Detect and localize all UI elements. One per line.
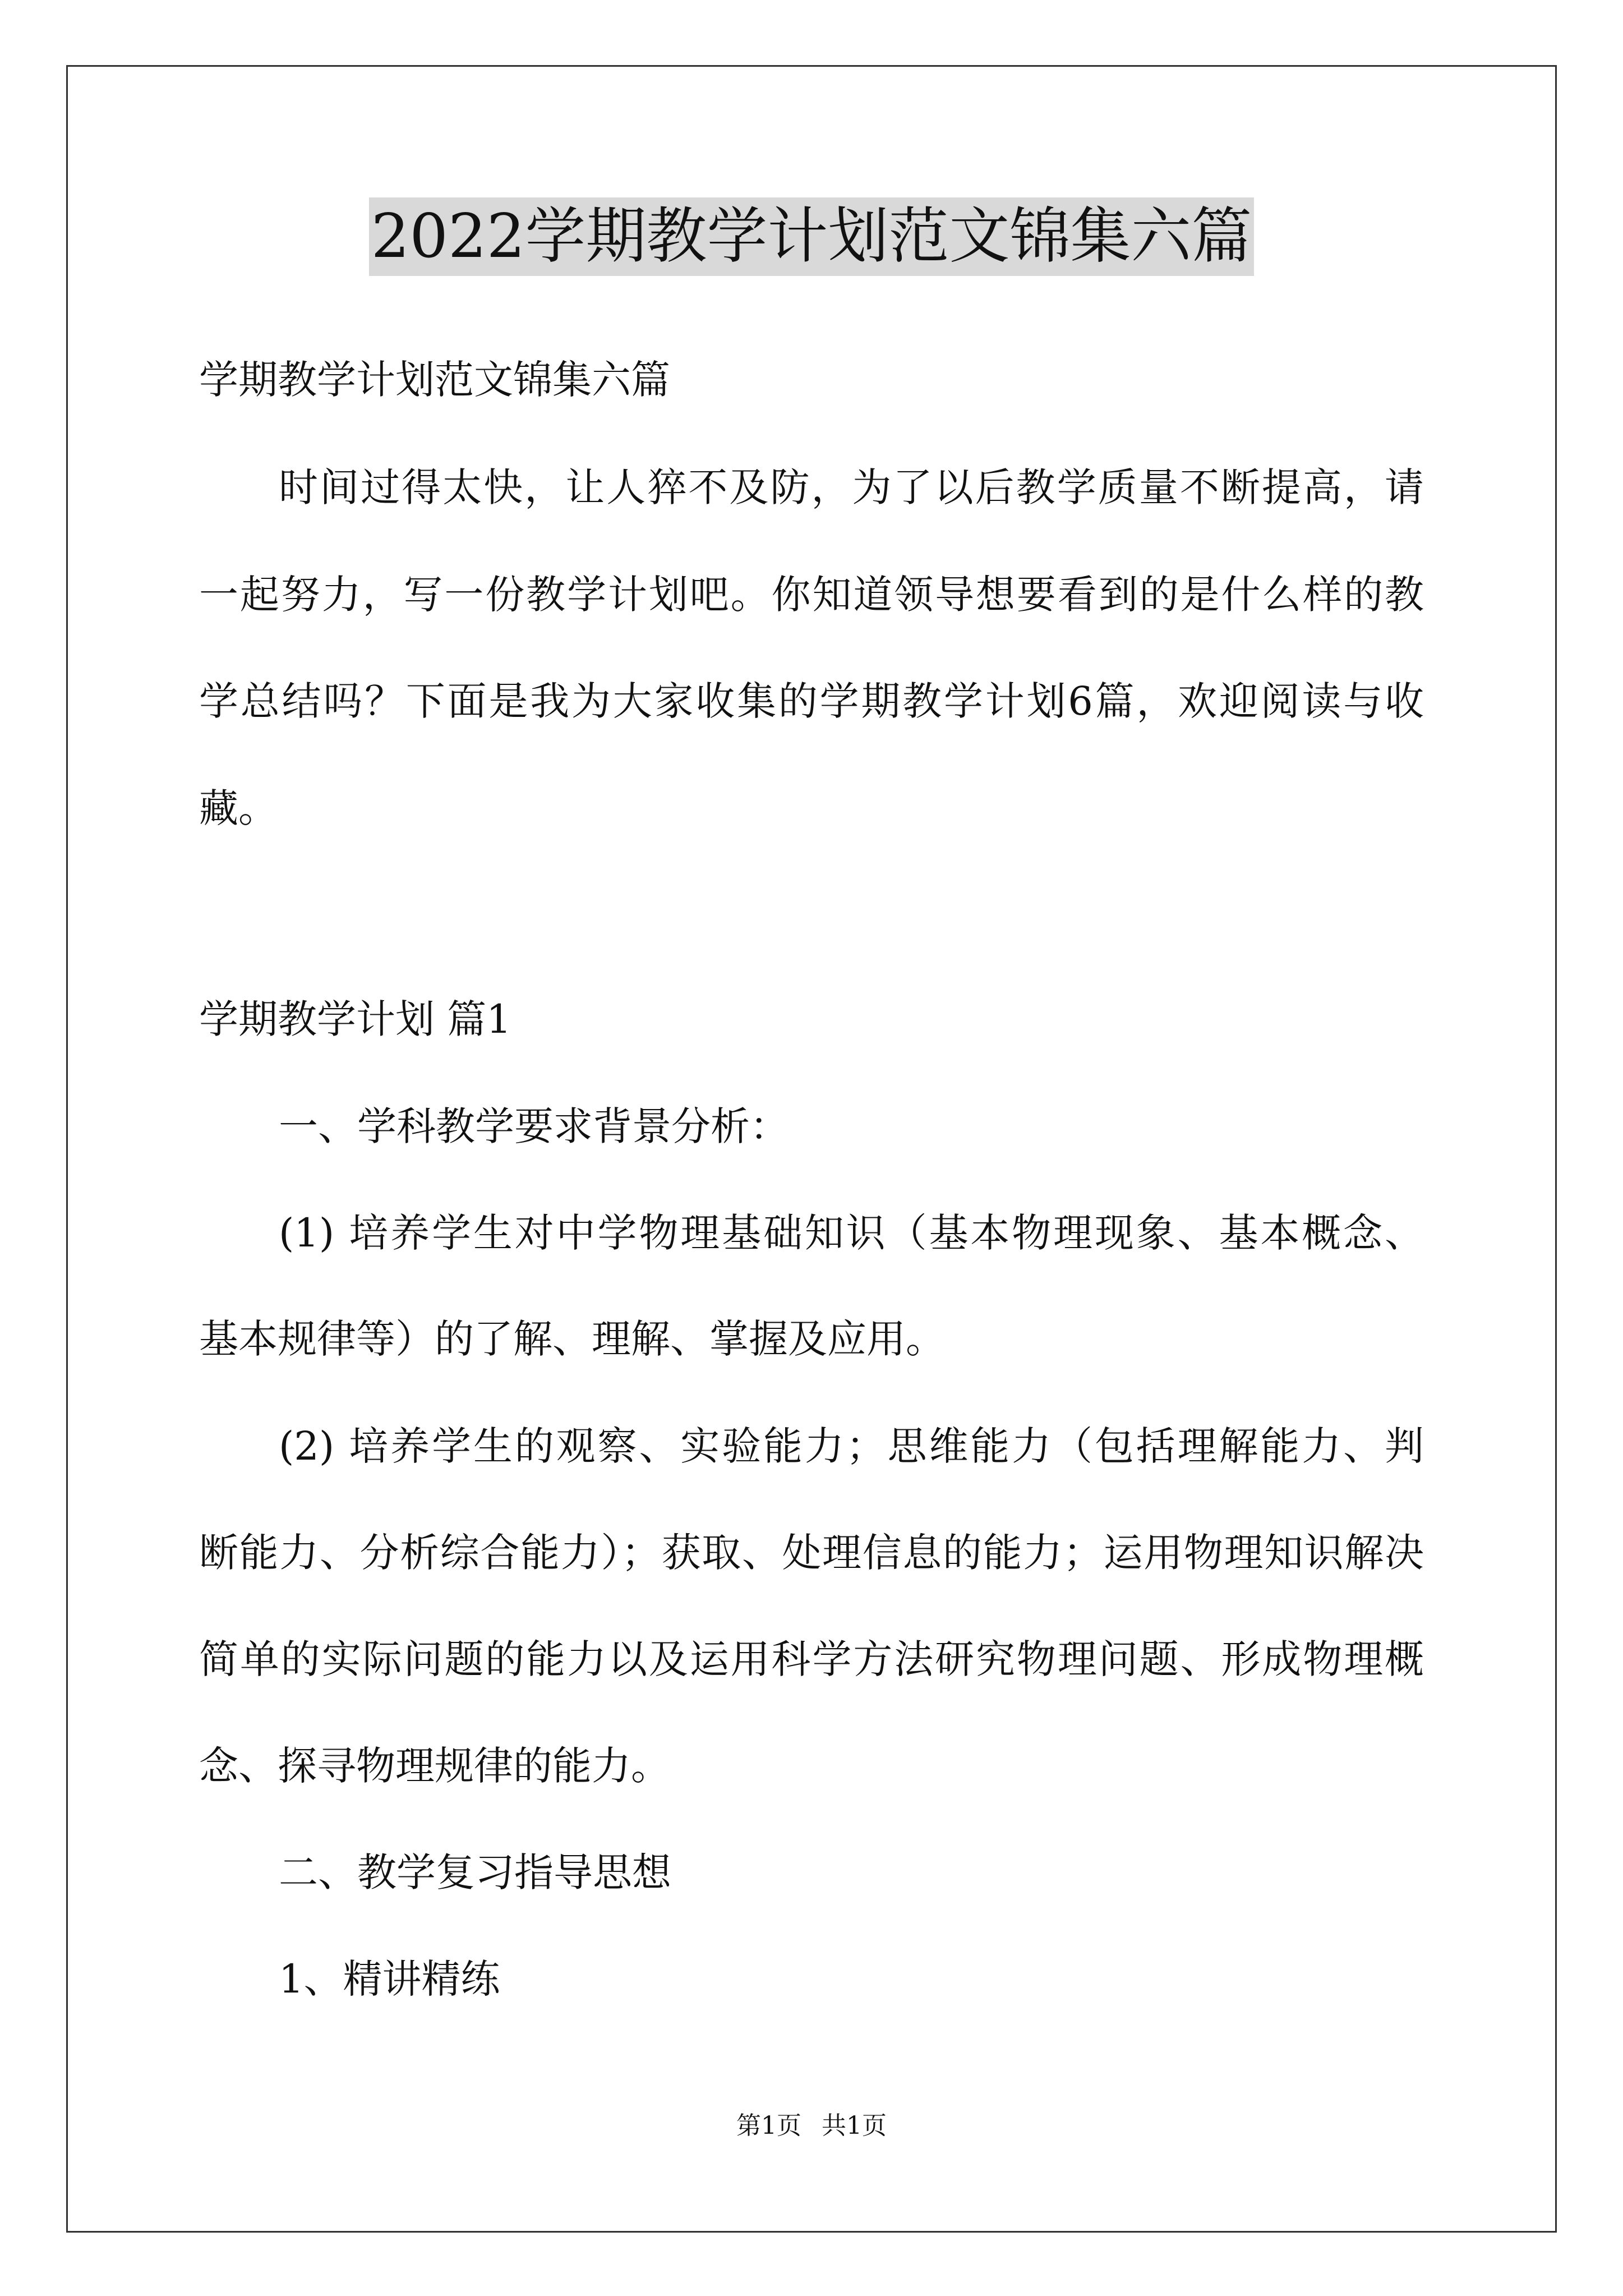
document-subtitle: 学期教学计划范文锦集六篇: [199, 357, 670, 403]
item1-heading: 一、学科教学要求背景分析：: [279, 1103, 789, 1149]
intro-line: 藏。: [199, 785, 278, 831]
document-title: 2022学期教学计划范文锦集六篇: [369, 197, 1255, 276]
item2-1: 1、精讲精练: [279, 1956, 500, 2002]
page-footer: [0, 2109, 1623, 2143]
item2-heading: 二、教学复习指导思想: [279, 1849, 671, 1895]
page-current: 第1页: [736, 2111, 801, 2140]
item1-1-line: 基本规律等）的了解、理解、掌握及应用。: [199, 1316, 945, 1362]
intro-line: 学总结吗？下面是我为大家收集的学期教学计划6篇，欢迎阅读与收: [199, 678, 1424, 724]
item1-2-line: 念、探寻物理规律的能力。: [199, 1743, 670, 1789]
item1-2-line: 断能力、分析综合能力）；获取、处理信息的能力；运用物理知识解决: [199, 1530, 1424, 1576]
intro-line: 一起努力，写一份教学计划吧。你知道领导想要看到的是什么样的教: [199, 572, 1424, 618]
item1-1-line: (1) 培养学生对中学物理基础知识（基本物理现象、基本概念、: [279, 1210, 1424, 1256]
section-heading: 学期教学计划 篇1: [199, 996, 511, 1042]
item1-2-line: 简单的实际问题的能力以及运用科学方法研究物理问题、形成物理概: [199, 1636, 1424, 1682]
intro-line: 时间过得太快，让人猝不及防，为了以后教学质量不断提高，请: [279, 464, 1424, 510]
page-total: 共1页: [822, 2111, 887, 2140]
item1-2-line: (2) 培养学生的观察、实验能力；思维能力（包括理解能力、判: [279, 1423, 1424, 1469]
document-title-wrap: [0, 197, 1623, 276]
